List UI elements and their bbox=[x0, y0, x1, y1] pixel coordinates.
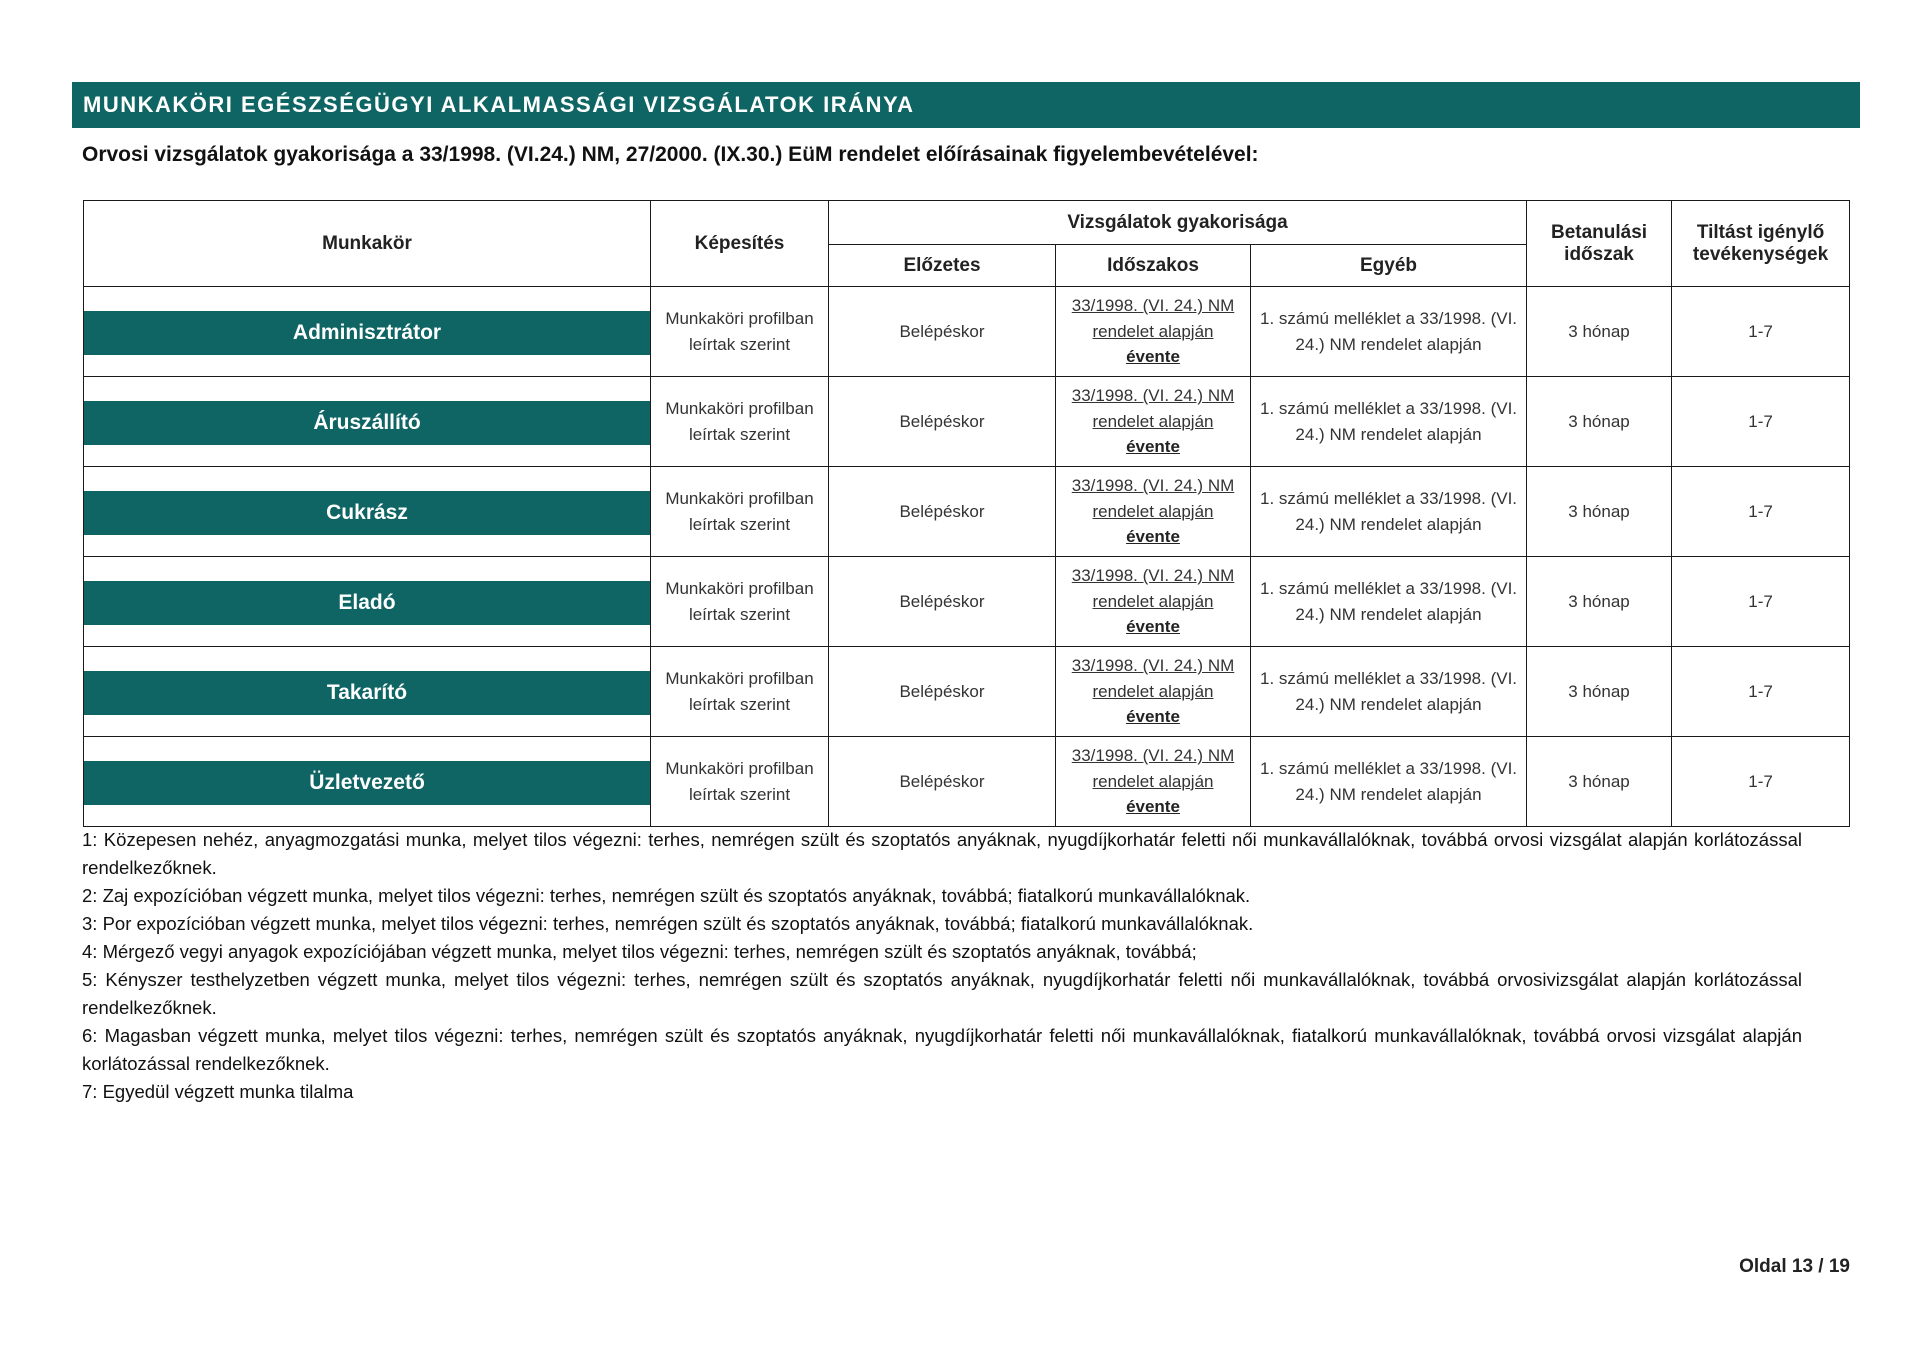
periodic-reference-link[interactable]: 33/1998. (VI. 24.) NM rendelet alapján bbox=[1071, 476, 1235, 521]
footnote: 5: Kényszer testhelyzetben végzett munka, melyet tilos végezni: terhes, nemrégen szült és szoptatós anyáknak, nyugdíjkorhatár feletti női munkavállalóknak, továbbá orvosivizsgálat alapján korlátozással rendelkezőknek. bbox=[82, 969, 1802, 1018]
periodic-exam-cell bbox=[1056, 287, 1251, 377]
header-egyeb: Egyéb bbox=[1251, 245, 1527, 287]
job-cell bbox=[84, 377, 651, 467]
training-period-cell: 3 hónap bbox=[1527, 557, 1672, 647]
pre-exam-cell: Belépéskor bbox=[829, 737, 1056, 827]
job-cell bbox=[84, 287, 651, 377]
header-gyakorisag: Vizsgálatok gyakorisága bbox=[829, 201, 1527, 245]
other-exam-cell: 1. számú melléklet a 33/1998. (VI. 24.) NM rendelet alapján bbox=[1251, 287, 1527, 377]
job-cell bbox=[84, 557, 651, 647]
training-period-cell: 3 hónap bbox=[1527, 647, 1672, 737]
prohibited-activities-cell: 1-7 bbox=[1672, 377, 1850, 467]
section-banner: MUNKAKÖRI EGÉSZSÉGÜGYI ALKALMASSÁGI VIZSGÁLATOK IRÁNYA bbox=[72, 82, 1860, 128]
prohibited-activities-cell: 1-7 bbox=[1672, 737, 1850, 827]
qualification-cell: Munkaköri profilban leírtak szerint bbox=[651, 647, 829, 737]
pre-exam-cell: Belépéskor bbox=[829, 287, 1056, 377]
footnote: 3: Por expozícióban végzett munka, melyet tilos végezni: terhes, nemrégen szült és szoptatós anyáknak, továbbá; fiatalkorú munkavállalóknak. bbox=[82, 913, 1254, 934]
job-title: Üzletvezető bbox=[84, 761, 650, 805]
periodic-reference-link[interactable]: 33/1998. (VI. 24.) NM rendelet alapján bbox=[1071, 566, 1235, 611]
prohibited-activities-cell: 1-7 bbox=[1672, 467, 1850, 557]
page-number: Oldal 13 / 19 bbox=[1739, 1256, 1850, 1277]
periodic-exam-cell bbox=[1056, 557, 1251, 647]
periodic-frequency: évente bbox=[1126, 347, 1180, 367]
qualification-cell: Munkaköri profilban leírtak szerint bbox=[651, 287, 829, 377]
pre-exam-cell: Belépéskor bbox=[829, 377, 1056, 467]
periodic-exam-cell bbox=[1056, 467, 1251, 557]
periodic-exam-cell bbox=[1056, 647, 1251, 737]
pre-exam-cell: Belépéskor bbox=[829, 557, 1056, 647]
other-exam-cell: 1. számú melléklet a 33/1998. (VI. 24.) NM rendelet alapján bbox=[1251, 647, 1527, 737]
job-title: Áruszállító bbox=[84, 401, 650, 445]
footnote: 4: Mérgező vegyi anyagok expozíciójában végzett munka, melyet tilos végezni: terhes, nemrégen szült és szoptatós anyáknak, továbbá; bbox=[82, 941, 1197, 962]
periodic-exam-cell bbox=[1056, 377, 1251, 467]
table-row bbox=[84, 377, 1850, 467]
job-title: Cukrász bbox=[84, 491, 650, 535]
periodic-frequency: évente bbox=[1126, 617, 1180, 637]
job-cell bbox=[84, 647, 651, 737]
training-period-cell: 3 hónap bbox=[1527, 287, 1672, 377]
table-row bbox=[84, 737, 1850, 827]
exam-frequency-table bbox=[83, 200, 1850, 827]
qualification-cell: Munkaköri profilban leírtak szerint bbox=[651, 467, 829, 557]
header-kepesites: Képesítés bbox=[651, 201, 829, 287]
job-cell bbox=[84, 467, 651, 557]
training-period-cell: 3 hónap bbox=[1527, 377, 1672, 467]
table-row bbox=[84, 647, 1850, 737]
header-idoszakos: Időszakos bbox=[1056, 245, 1251, 287]
periodic-frequency: évente bbox=[1126, 527, 1180, 547]
footnote: 2: Zaj expozícióban végzett munka, melyet tilos végezni: terhes, nemrégen szült és szoptatós anyáknak, továbbá; fiatalkorú munkavállalóknak. bbox=[82, 885, 1251, 906]
footnote: 1: Közepesen nehéz, anyagmozgatási munka, melyet tilos végezni: terhes, nemrégen szült és szoptatós anyáknak, nyugdíjkorhatár feletti női munkavállalóknak, továbbá orvosi vizsgálat alapján korlátozással rendelkezőknek. bbox=[82, 829, 1802, 878]
periodic-frequency: évente bbox=[1126, 437, 1180, 457]
header-elozetes: Előzetes bbox=[829, 245, 1056, 287]
qualification-cell: Munkaköri profilban leírtak szerint bbox=[651, 737, 829, 827]
header-munkakor: Munkakör bbox=[84, 201, 651, 287]
prohibited-activities-cell: 1-7 bbox=[1672, 557, 1850, 647]
prohibited-activities-cell: 1-7 bbox=[1672, 647, 1850, 737]
job-title: Adminisztrátor bbox=[84, 311, 650, 355]
job-cell bbox=[84, 737, 651, 827]
footnote: 7: Egyedül végzett munka tilalma bbox=[82, 1081, 354, 1102]
header-tiltast: Tiltást igénylő tevékenységek bbox=[1672, 201, 1850, 287]
pre-exam-cell: Belépéskor bbox=[829, 467, 1056, 557]
periodic-reference-link[interactable]: 33/1998. (VI. 24.) NM rendelet alapján bbox=[1071, 656, 1235, 701]
table-subtitle: Orvosi vizsgálatok gyakorisága a 33/1998. (VI.24.) NM, 27/2000. (IX.30.) EüM rendelet előírásainak figyelembevételével: bbox=[82, 143, 1259, 166]
training-period-cell: 3 hónap bbox=[1527, 737, 1672, 827]
periodic-reference-link[interactable]: 33/1998. (VI. 24.) NM rendelet alapján bbox=[1071, 386, 1235, 431]
periodic-reference-link[interactable]: 33/1998. (VI. 24.) NM rendelet alapján bbox=[1071, 746, 1235, 791]
footnote: 6: Magasban végzett munka, melyet tilos végezni: terhes, nemrégen szült és szoptatós anyáknak, nyugdíjkorhatár feletti női munkavállalóknak, fiatalkorú munkavállalóknak, továbbá orvosi vizsgálat alapján korlátozással rendelkezőknek. bbox=[82, 1025, 1802, 1074]
other-exam-cell: 1. számú melléklet a 33/1998. (VI. 24.) NM rendelet alapján bbox=[1251, 467, 1527, 557]
periodic-exam-cell bbox=[1056, 737, 1251, 827]
job-title: Eladó bbox=[84, 581, 650, 625]
periodic-reference-link[interactable]: 33/1998. (VI. 24.) NM rendelet alapján bbox=[1071, 296, 1235, 341]
other-exam-cell: 1. számú melléklet a 33/1998. (VI. 24.) NM rendelet alapján bbox=[1251, 377, 1527, 467]
qualification-cell: Munkaköri profilban leírtak szerint bbox=[651, 557, 829, 647]
qualification-cell: Munkaköri profilban leírtak szerint bbox=[651, 377, 829, 467]
pre-exam-cell: Belépéskor bbox=[829, 647, 1056, 737]
other-exam-cell: 1. számú melléklet a 33/1998. (VI. 24.) NM rendelet alapján bbox=[1251, 737, 1527, 827]
table-row bbox=[84, 467, 1850, 557]
header-betanulasi: Betanulási időszak bbox=[1527, 201, 1672, 287]
periodic-frequency: évente bbox=[1126, 707, 1180, 727]
other-exam-cell: 1. számú melléklet a 33/1998. (VI. 24.) NM rendelet alapján bbox=[1251, 557, 1527, 647]
job-title: Takarító bbox=[84, 671, 650, 715]
table-row bbox=[84, 557, 1850, 647]
footnotes bbox=[82, 826, 1802, 1106]
periodic-frequency: évente bbox=[1126, 797, 1180, 817]
training-period-cell: 3 hónap bbox=[1527, 467, 1672, 557]
prohibited-activities-cell: 1-7 bbox=[1672, 287, 1850, 377]
table-row bbox=[84, 287, 1850, 377]
